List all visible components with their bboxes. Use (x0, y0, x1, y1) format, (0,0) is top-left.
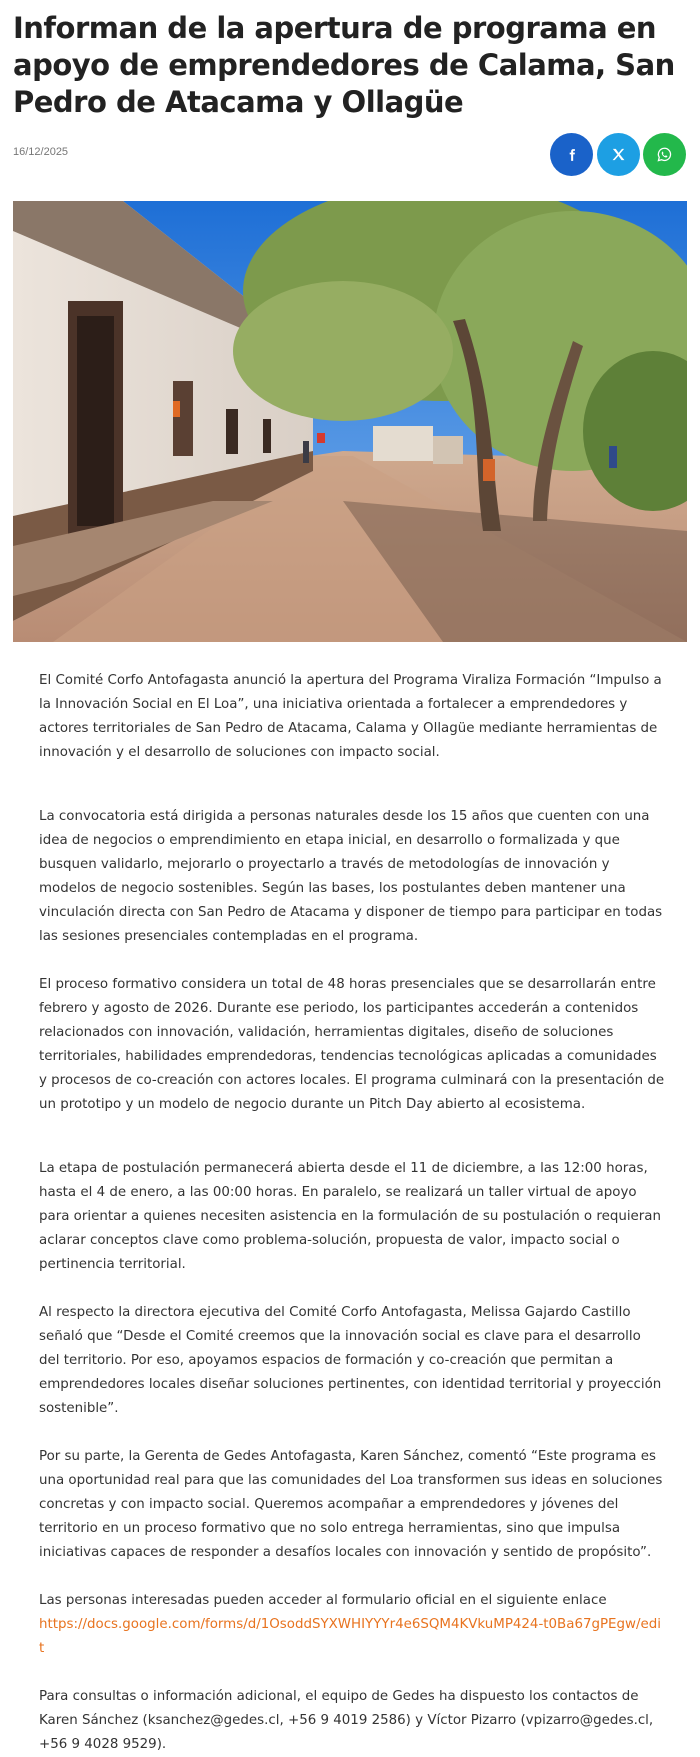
article-paragraph: El Comité Corfo Antofagasta anunció la apertura del Programa Viraliza Formación “Impulso a la Innovación Social en El Loa”, una iniciativa orientada a fortalecer a emprendedores y actores territoriales de San Pedro de Atacama, Calama y Ollagüe mediante herramientas de innovación y el desarrollo de soluciones con impacto social. (39, 673, 662, 760)
article-paragraph: La convocatoria está dirigida a personas naturales desde los 15 años que cuenten con una idea de negocios o emprendimiento en etapa inicial, en desarrollo o formalizada y que busquen validarlo, mejorarlo o proyectarlo a través de metodologías de innovación y modelos de negocio sostenibles. Según las bases, los postulantes deben mantener una vinculación directa con San Pedro de Atacama y disponer de tiempo para participar en todas las sesiones presenciales contempladas en el programa. (39, 809, 663, 944)
article-paragraph: El proceso formativo considera un total de 48 horas presenciales que se desarrollarán entre febrero y agosto de 2026. Durante ese periodo, los participantes accederán a contenidos relacionados con innovación, validación, herramientas digitales, diseño de soluciones territoriales, habilidades emprendedoras, tendencias tecnológicas aplicadas a comunidades y procesos de co-creación con actores locales. El programa culminará con la presentación de un prototipo y un modelo de negocio durante un Pitch Day abierto al ecosistema. (39, 977, 665, 1112)
form-link[interactable]: https://docs.google.com/forms/d/1OsoddSYXWHIYYYr4e6SQM4KVkuMP424-t0Ba67gPEgw/edit (39, 1617, 661, 1656)
article-paragraph: Para consultas o información adicional, el equipo de Gedes ha dispuesto los contactos de Karen Sánchez (ksanchez@gedes.cl, +56 9 4019 2586) y Víctor Pizarro (vpizarro@gedes.cl, +56 9 4028 9529). (39, 1689, 654, 1752)
article-title: Informan de la apertura de programa en apoyo de emprendedores de Calama, San Pedro de Atacama y Ollagüe (13, 11, 675, 119)
whatsapp-icon (656, 146, 673, 163)
form-link-intro: Las personas interesadas pueden acceder al formulario oficial en el siguiente enlace (39, 1593, 607, 1608)
facebook-icon (565, 148, 579, 162)
form-link-paragraph (39, 1589, 665, 1661)
share-facebook-button[interactable] (550, 133, 593, 176)
share-x-button[interactable] (597, 133, 640, 176)
article-paragraph: Por su parte, la Gerenta de Gedes Antofagasta, Karen Sánchez, comentó “Este programa es una oportunidad real para que las comunidades del Loa transformen sus ideas en soluciones concretas y con impacto social. Queremos acompañar a emprendedores y jóvenes del territorio en un proceso formativo que no solo entrega herramientas, sino que impulsa iniciativas capaces de responder a desafíos locales con innovación y sentido de propósito”. (39, 1449, 663, 1560)
article-paragraph: La etapa de postulación permanecerá abierta desde el 11 de diciembre, a las 12:00 horas, hasta el 4 de enero, a las 00:00 horas. En paralelo, se realizará un taller virtual de apoyo para orientar a quienes necesiten asistencia en la formulación de su postulación o requieran aclarar conceptos clave como problema-solución, propuesta de valor, impacto social o pertinencia territorial. (39, 1161, 661, 1272)
x-twitter-icon (611, 147, 626, 162)
publish-date: 16/12/2025 (13, 146, 69, 158)
article-hero-image (13, 201, 687, 642)
share-whatsapp-button[interactable] (643, 133, 686, 176)
article-paragraph: Al respecto la directora ejecutiva del Comité Corfo Antofagasta, Melissa Gajardo Castillo señaló que “Desde el Comité creemos que la innovación social es clave para el desarrollo del territorio. Por eso, apoyamos espacios de formación y co-creación que permitan a emprendedores locales diseñar soluciones pertinentes, con identidad territorial y proyección sostenible”. (39, 1305, 662, 1416)
